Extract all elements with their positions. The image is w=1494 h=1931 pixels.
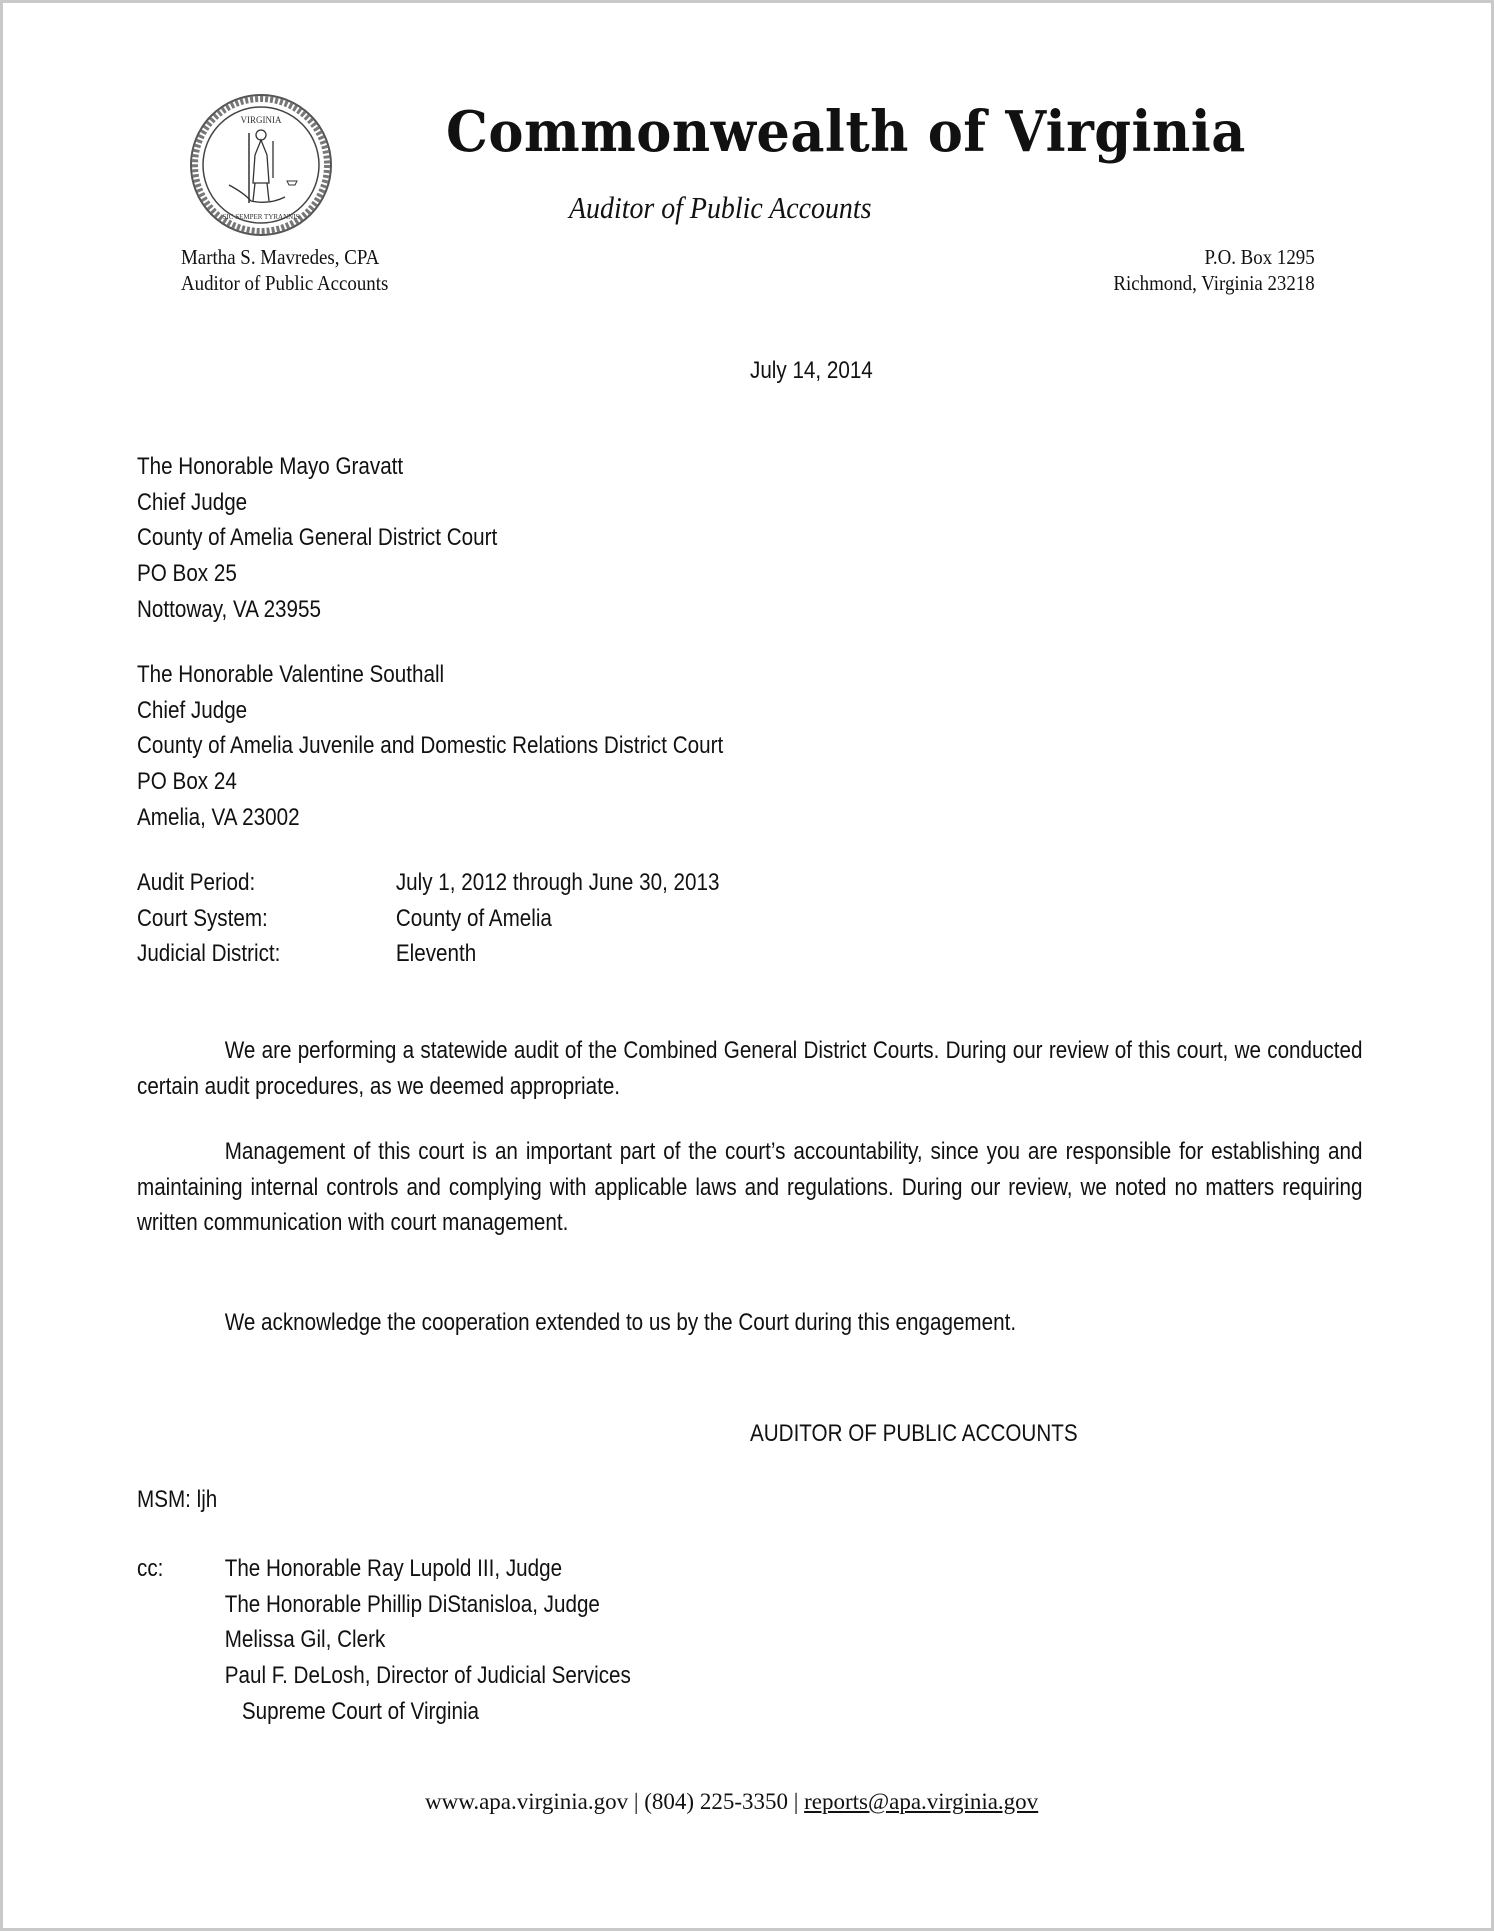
audit-period-label: Audit Period: <box>137 869 256 896</box>
cc-recipient: Paul F. DeLosh, Director of Judicial Services <box>224 1662 631 1690</box>
auditor-name: Martha S. Mavredes, CPA <box>181 245 380 269</box>
address-line: County of Amelia Juvenile and Domestic Relations District Court <box>137 732 724 760</box>
cc-recipient-org: Supreme Court of Virginia <box>241 1697 480 1725</box>
cc-list <box>137 1551 631 1730</box>
typist-initials: MSM: ljh <box>137 1486 218 1513</box>
judicial-district-row <box>137 936 719 972</box>
virginia-seal-icon <box>189 93 333 237</box>
body-paragraph-2: Management of this court is an important part of the court’s accountability, since you are responsible for establishing and maintaining internal controls and complying with applicable laws and regulations. During our review, we noted no matters requiring written communication with court management. <box>137 1138 1363 1237</box>
letter-date: July 14, 2014 <box>750 357 873 384</box>
body-paragraph-3: We acknowledge the cooperation extended to us by the Court during this engagement. <box>224 1309 1017 1336</box>
svg-text:VIRGINIA: VIRGINIA <box>240 115 282 125</box>
judicial-district-value: Eleventh <box>395 940 477 968</box>
court-system-row <box>137 901 719 937</box>
audit-period-row <box>137 865 719 901</box>
auditor-title: Auditor of Public Accounts <box>181 271 389 295</box>
address-line: PO Box 25 <box>137 560 237 588</box>
cc-recipient: The Honorable Phillip DiStanisloa, Judge <box>224 1590 600 1618</box>
svg-text:SIC SEMPER TYRANNIS: SIC SEMPER TYRANNIS <box>222 213 300 221</box>
audit-info <box>137 865 719 972</box>
cc-recipient: Melissa Gil, Clerk <box>224 1626 386 1654</box>
letterhead-subtitle: Auditor of Public Accounts <box>569 190 872 225</box>
audit-period-value: July 1, 2012 through June 30, 2013 <box>395 869 720 896</box>
address-line: Chief Judge <box>137 488 248 516</box>
letterhead-address <box>1114 244 1315 296</box>
footer-website: www.apa.virginia.gov <box>425 1789 629 1814</box>
letterhead-auditor-info <box>181 244 388 296</box>
recipient-address-1 <box>137 449 497 628</box>
judicial-district-label: Judicial District: <box>137 940 281 968</box>
address-line: The Honorable Valentine Southall <box>137 661 445 688</box>
address-line: County of Amelia General District Court <box>137 524 498 552</box>
footer-separator: | <box>628 1789 645 1814</box>
address-line: Chief Judge <box>137 696 248 724</box>
cc-label: cc: <box>137 1555 164 1582</box>
letterhead-title: Commonwealth of Virginia <box>446 99 1246 165</box>
court-system-label: Court System: <box>137 904 268 932</box>
footer-email-link[interactable]: reports@apa.virginia.gov <box>804 1789 1039 1814</box>
cc-recipient: The Honorable Ray Lupold III, Judge <box>224 1555 563 1582</box>
footer-separator: | <box>787 1789 805 1814</box>
address-line: PO Box 24 <box>137 768 237 796</box>
address-line: Nottoway, VA 23955 <box>137 595 321 623</box>
address-line: The Honorable Mayo Gravatt <box>137 453 404 480</box>
letter-footer <box>425 1789 1038 1815</box>
recipient-address-2 <box>137 657 723 836</box>
po-box: P.O. Box 1295 <box>1204 245 1315 269</box>
signature-block: AUDITOR OF PUBLIC ACCOUNTS <box>750 1420 1078 1447</box>
address-line: Amelia, VA 23002 <box>137 803 300 831</box>
city-state-zip: Richmond, Virginia 23218 <box>1113 271 1315 295</box>
footer-phone: (804) 225-3350 <box>644 1789 788 1814</box>
body-paragraph-1: We are performing a statewide audit of the Combined General District Courts. During our review of this court, we conducted certain audit procedures, as we deemed appropriate. <box>137 1037 1363 1100</box>
court-system-value: County of Amelia <box>395 904 552 932</box>
